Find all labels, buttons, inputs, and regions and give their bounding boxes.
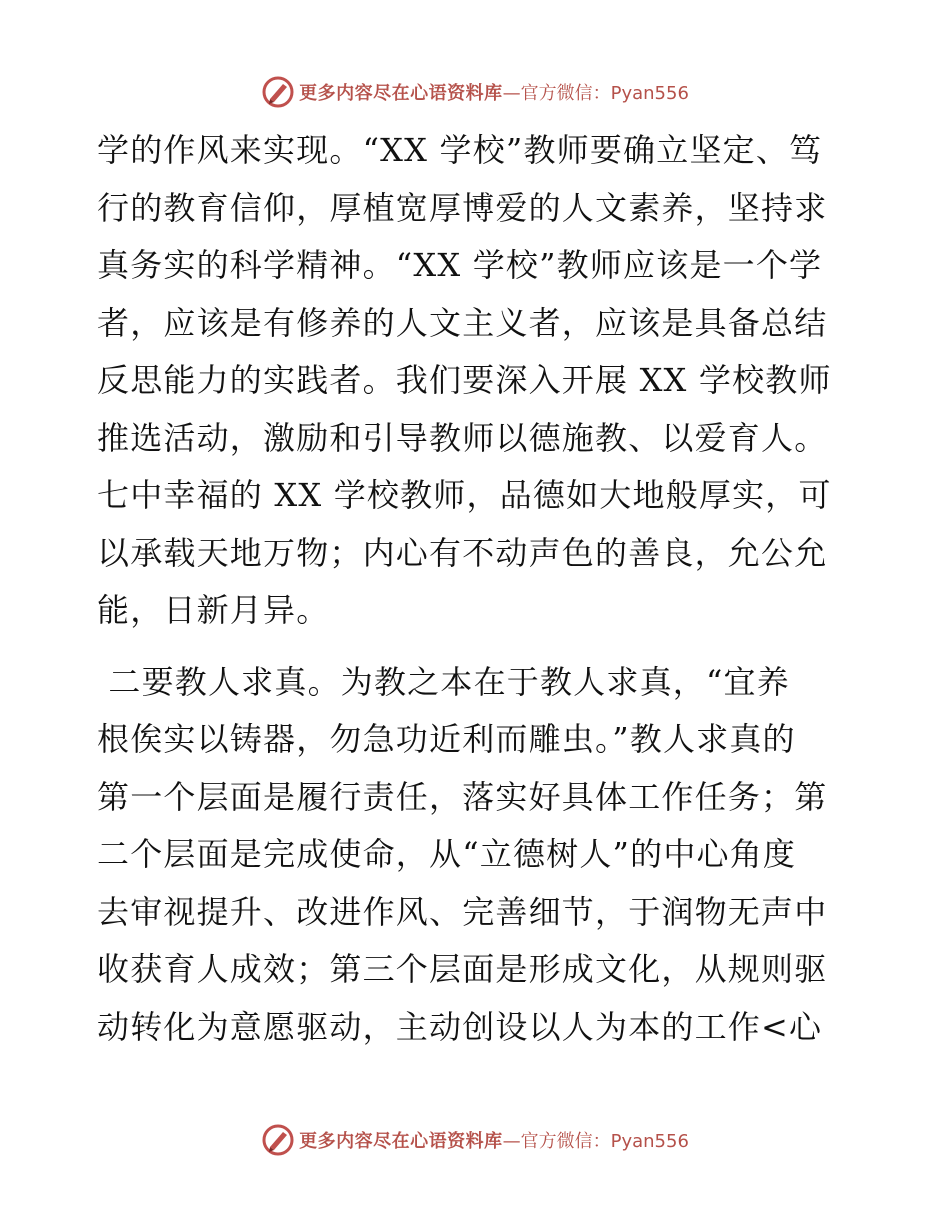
- text-line: 二要教人求真。为教之本在于教人求真，“宜养: [97, 662, 790, 701]
- paragraph-spacer: [97, 640, 857, 654]
- text-line: 去审视提升、改进作风、完善细节，于润物无声中: [97, 892, 828, 931]
- header-banner-text: 更多内容尽在心语资料库: [299, 83, 503, 104]
- text-line: 以承载天地万物；内心有不动声色的善良，允公允: [97, 533, 828, 572]
- text-line: 真务实的科学精神。“XX 学校”教师应该是一个学: [97, 246, 823, 284]
- text-line: 者，应该是有修养的人文主义者，应该是具备总结: [97, 303, 828, 342]
- document-body: [97, 122, 857, 1056]
- text-line: 能，日新月异。: [97, 591, 330, 629]
- footer-banner-wechat: —官方微信：Pyan556: [502, 1131, 689, 1152]
- paragraph-1: [97, 122, 857, 640]
- header-banner-wechat: —官方微信：Pyan556: [502, 83, 689, 104]
- text-line: 二个层面是完成使命，从“立德树人”的中心角度: [97, 835, 797, 873]
- pen-logo-icon: [261, 1123, 295, 1157]
- text-line: 根俟实以铸器，勿急功近利而雕虫。”教人求真的: [97, 720, 796, 758]
- text-line: 推选活动，激励和引导教师以德施教、以爱育人。: [97, 418, 828, 457]
- footer-banner: [0, 1120, 950, 1160]
- text-line: 动转化为意愿驱动，主动创设以人为本的工作<心: [97, 1007, 823, 1046]
- header-banner: [0, 72, 950, 112]
- text-line: 收获育人成效；第三个层面是形成文化，从规则驱: [97, 950, 828, 988]
- text-line: 七中幸福的 XX 学校教师，品德如大地般厚实，可: [97, 476, 832, 514]
- text-line: 第一个层面是履行责任，落实好具体工作任务；第: [97, 777, 828, 816]
- footer-banner-text: 更多内容尽在心语资料库: [299, 1131, 503, 1152]
- text-line: 学的作风来实现。“XX 学校”教师要确立坚定、笃: [97, 131, 823, 169]
- paragraph-2: [97, 654, 857, 1057]
- pen-logo-icon: [261, 75, 295, 109]
- text-line: 反思能力的实践者。我们要深入开展 XX 学校教师: [97, 361, 832, 399]
- text-line: 行的教育信仰，厚植宽厚博爱的人文素养，坚持求: [97, 188, 828, 227]
